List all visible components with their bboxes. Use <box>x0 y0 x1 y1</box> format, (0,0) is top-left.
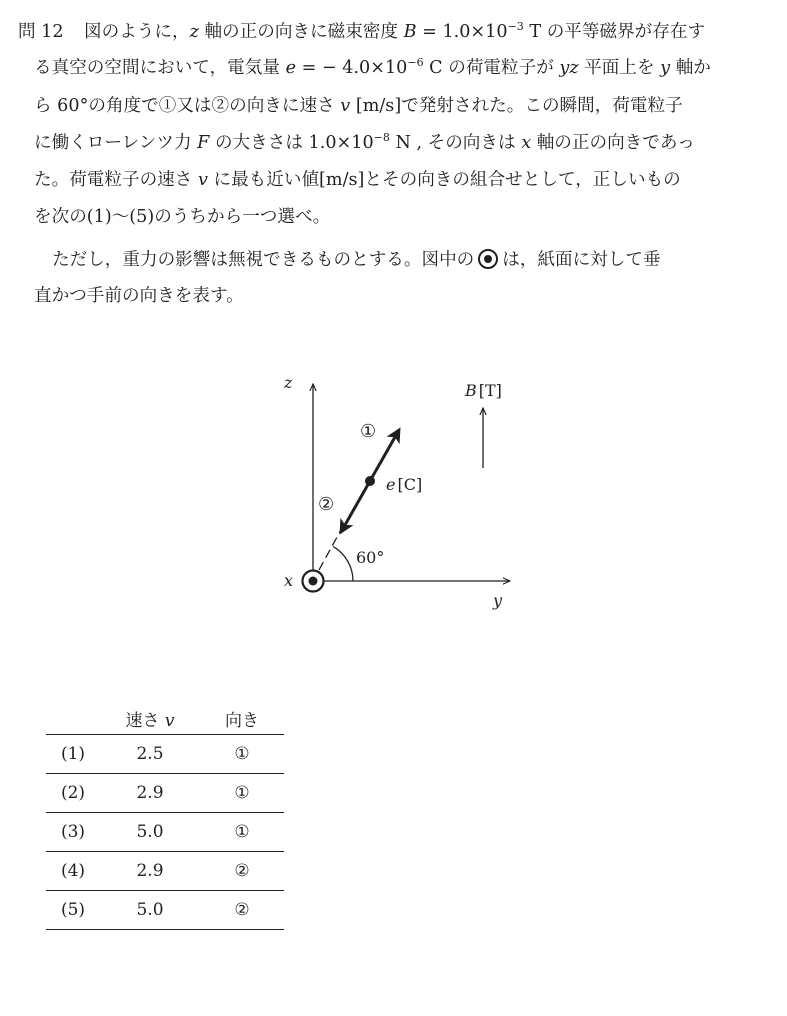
question-line-8: 直かつ手前の向きを表す。 <box>34 286 244 306</box>
question-line-5: た。荷電粒子の速さ v に最も近い値[m/s]とその向きの組合せとして，正しいもの <box>34 170 681 190</box>
angle-arc <box>333 546 353 581</box>
question-line-2: る真空の空間において，電気量 e = − $4.0\times 10^{-6}$ C の荷電粒子が yz 平面上を y 軸か <box>34 56 711 78</box>
table-row <box>46 891 284 930</box>
choice-number: (1) <box>46 735 100 774</box>
choice-direction: ② <box>200 852 284 891</box>
charge-label: e [C] <box>386 475 423 494</box>
choice-speed: 2.9 <box>100 774 200 813</box>
question-line-4: に働くローレンツ力 F の大きさは $1.0\times 10^{-8}$ N , その向きは x 軸の正の向きであっ <box>34 131 695 153</box>
choice-speed: 5.0 <box>100 891 200 930</box>
speed-header: 速さ v <box>125 710 175 731</box>
choice-speed: 5.0 <box>100 813 200 852</box>
table-row <box>46 774 284 813</box>
out-of-page-symbol-icon <box>478 249 498 269</box>
choice-direction: ① <box>200 774 284 813</box>
diagram <box>260 360 540 620</box>
choice-speed: 2.5 <box>100 735 200 774</box>
direction-2-arrow <box>341 481 370 532</box>
choice-direction: ① <box>200 813 284 852</box>
direction-2-label: ② <box>318 494 335 515</box>
table-header-row <box>46 702 284 735</box>
choice-speed: 2.9 <box>100 852 200 891</box>
question-line-6: を次の(1)～(5)のうちから一つ選べ。 <box>34 207 331 227</box>
direction-1-label: ① <box>360 421 377 442</box>
choice-number: (5) <box>46 891 100 930</box>
launch-direction-guide <box>319 528 342 570</box>
table-row <box>46 813 284 852</box>
table-row <box>46 852 284 891</box>
angle-label: 60° <box>356 548 385 567</box>
y-axis-label: y <box>493 591 503 610</box>
choice-number: (2) <box>46 774 100 813</box>
question-number: 問 12 <box>18 22 64 42</box>
question-line-7: ただし，重力の影響は無視できるものとする。図中の は，紙面に対して垂 <box>52 250 661 270</box>
x-axis-label: x <box>284 571 294 590</box>
direction-header: 向き <box>225 710 259 731</box>
choice-direction: ② <box>200 891 284 930</box>
question-line-3: ら 60°の角度で①又は②の向きに速さ v [m/s]で発射された。この瞬間，荷電粒子 <box>34 96 683 116</box>
z-axis-label: z <box>284 373 293 392</box>
table-row <box>46 735 284 774</box>
field-label: B [T] <box>465 381 502 400</box>
choice-number: (4) <box>46 852 100 891</box>
question-line-1: 問 12 図のように，z 軸の正の向きに磁束密度 $B = 1.0\times 10^{-3}$ T の平等磁界が存在す <box>18 20 706 42</box>
choice-number: (3) <box>46 813 100 852</box>
choice-direction: ① <box>200 735 284 774</box>
answer-table <box>46 702 284 930</box>
charged-particle <box>365 476 375 486</box>
